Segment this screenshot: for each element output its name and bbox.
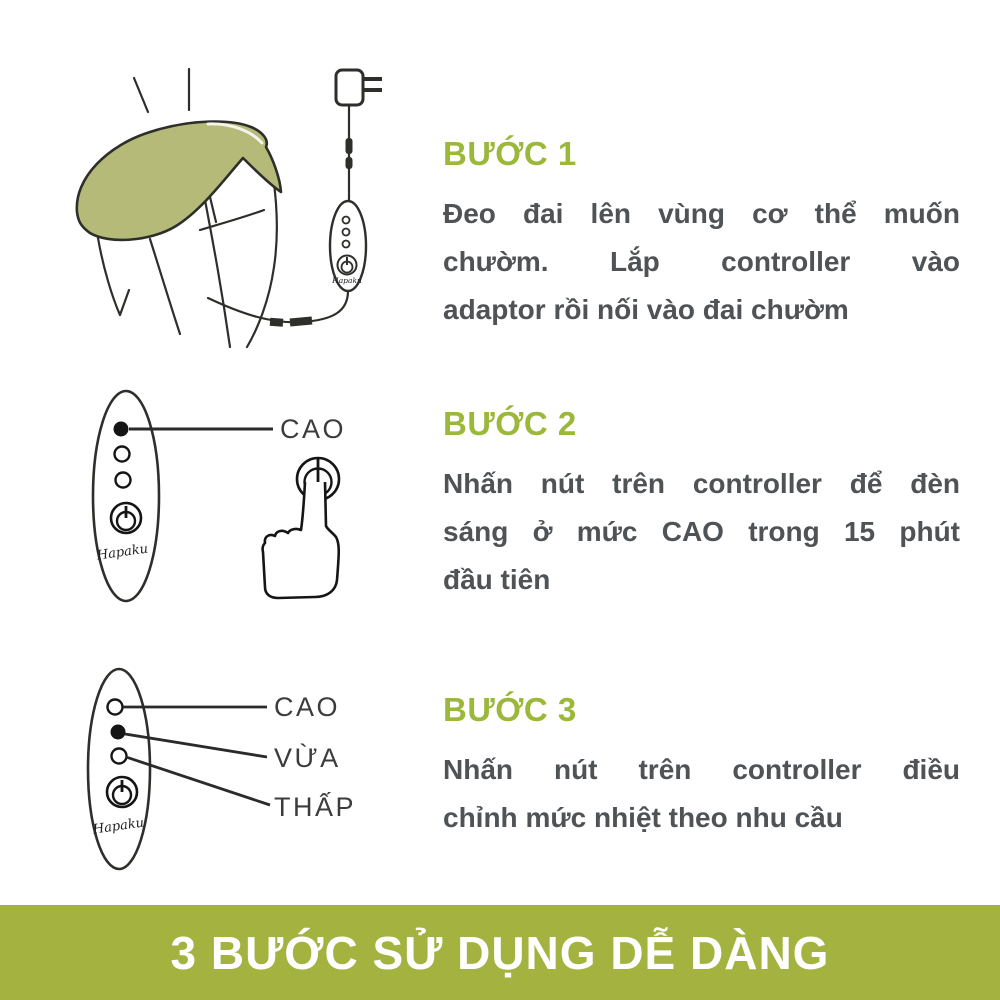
body-line: sáng ở mức CAO trong 15 phút: [443, 516, 960, 547]
label-thap: THẤP: [274, 792, 357, 822]
led-indicator: [343, 229, 350, 236]
led-indicator: [112, 749, 127, 764]
body-line: đầu tiên: [443, 564, 551, 595]
label-cao: CAO: [280, 414, 347, 444]
step2-illustration: [60, 382, 420, 612]
body-line: chỉnh mức nhiệt theo nhu cầu: [443, 802, 843, 833]
step3-heading: BƯỚC 3: [443, 691, 577, 728]
body-line: Nhấn nút trên controller điều: [443, 754, 960, 785]
step3-text-block: [443, 690, 960, 842]
brand-logo: Hapaku: [96, 541, 150, 564]
wire-ferrite: [346, 157, 353, 169]
body-line: Đeo đai lên vùng cơ thể muốn: [443, 198, 960, 229]
step1-heading: BƯỚC 1: [443, 135, 577, 172]
led-indicator: [115, 447, 130, 462]
label-vua: VỪA: [274, 743, 341, 773]
led-medium-on: [111, 725, 126, 740]
step1-illustration: [50, 62, 410, 352]
heating-pad: [77, 122, 281, 240]
bottom-banner: [0, 905, 1000, 1000]
step2-body: [443, 460, 960, 604]
connector-cable: [208, 291, 348, 323]
body-line: adaptor rồi nối vào đai chườm: [443, 294, 849, 325]
led-high-on: [114, 422, 129, 437]
led-indicator: [343, 217, 350, 224]
controller-small: [330, 201, 366, 291]
led-indicator: [343, 241, 350, 248]
controller-diagram: [93, 391, 159, 601]
hand-pressing-icon: [263, 482, 339, 598]
led-indicator: [116, 473, 131, 488]
step1-text-block: [443, 134, 960, 334]
led-indicator: [108, 700, 123, 715]
step3-body: [443, 746, 960, 842]
label-cao: CAO: [274, 692, 341, 722]
step1-body: [443, 190, 960, 334]
step2-text-block: [443, 404, 960, 604]
body-line: Nhấn nút trên controller để đèn: [443, 468, 960, 499]
wire-ferrite: [346, 138, 353, 154]
controller-diagram: [88, 669, 150, 869]
brand-logo: Hapaku: [92, 815, 146, 838]
power-adapter: [336, 70, 382, 203]
banner-title: 3 BƯỚC SỬ DỤNG DỄ DÀNG: [170, 926, 830, 979]
step3-illustration: [60, 656, 420, 896]
body-line: chườm. Lắp controller vào: [443, 246, 960, 277]
step2-heading: BƯỚC 2: [443, 405, 577, 442]
brand-logo: Hapaku: [332, 276, 362, 285]
